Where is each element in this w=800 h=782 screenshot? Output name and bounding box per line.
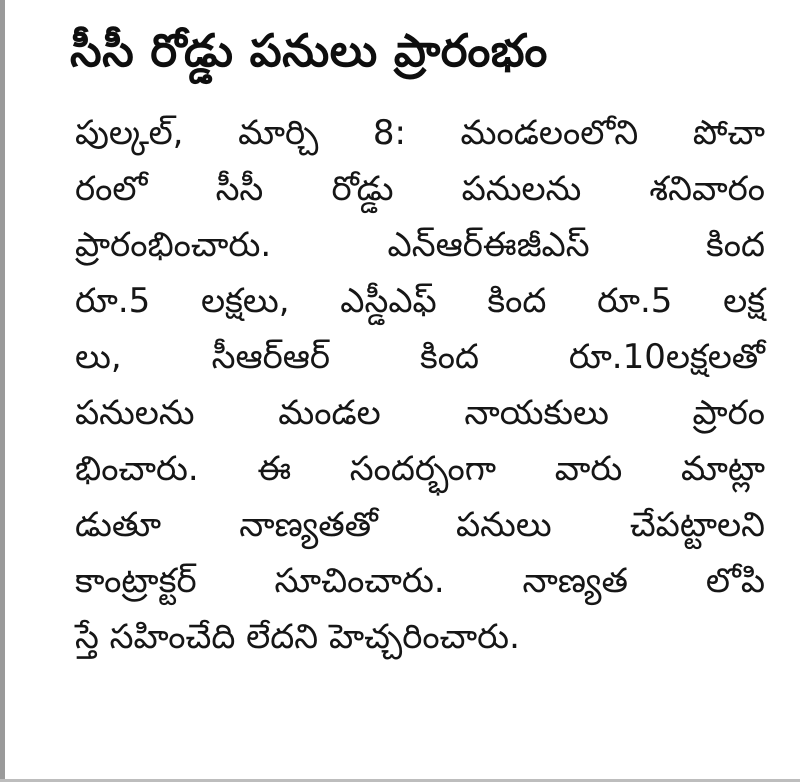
- body-line: లు, సీఆర్ఆర్ కింద రూ.10లక్షలతో: [75, 337, 765, 377]
- article-headline: సీసీ రోడ్డు పనులు ప్రారంభం: [70, 24, 548, 77]
- left-column-rule: [0, 0, 5, 782]
- body-line: స్తే సహించేది లేదని హెచ్చరించారు.: [75, 617, 520, 657]
- body-line: రూ.5 లక్షలు, ఎస్డీఎఫ్ కింద రూ.5 లక్ష: [75, 281, 765, 321]
- body-line: పనులను మండల నాయకులు ప్రారం: [75, 393, 765, 433]
- body-line: డుతూ నాణ్యతతో పనులు చేపట్టాలని: [75, 505, 765, 545]
- body-line: రంలో సీసీ రోడ్డు పనులను శనివారం: [75, 169, 765, 209]
- body-line: ప్రారంభించారు. ఎన్ఆర్ఈజీఎస్ కింద: [75, 225, 765, 265]
- body-line: కాంట్రాక్టర్ సూచించారు. నాణ్యత లోపి: [75, 561, 765, 601]
- body-line: పుల్కల్, మార్చి 8: మండలంలోని పోచా: [75, 113, 765, 153]
- body-line: భించారు. ఈ సందర్భంగా వారు మాట్లా: [75, 449, 765, 489]
- article-body: [75, 105, 765, 665]
